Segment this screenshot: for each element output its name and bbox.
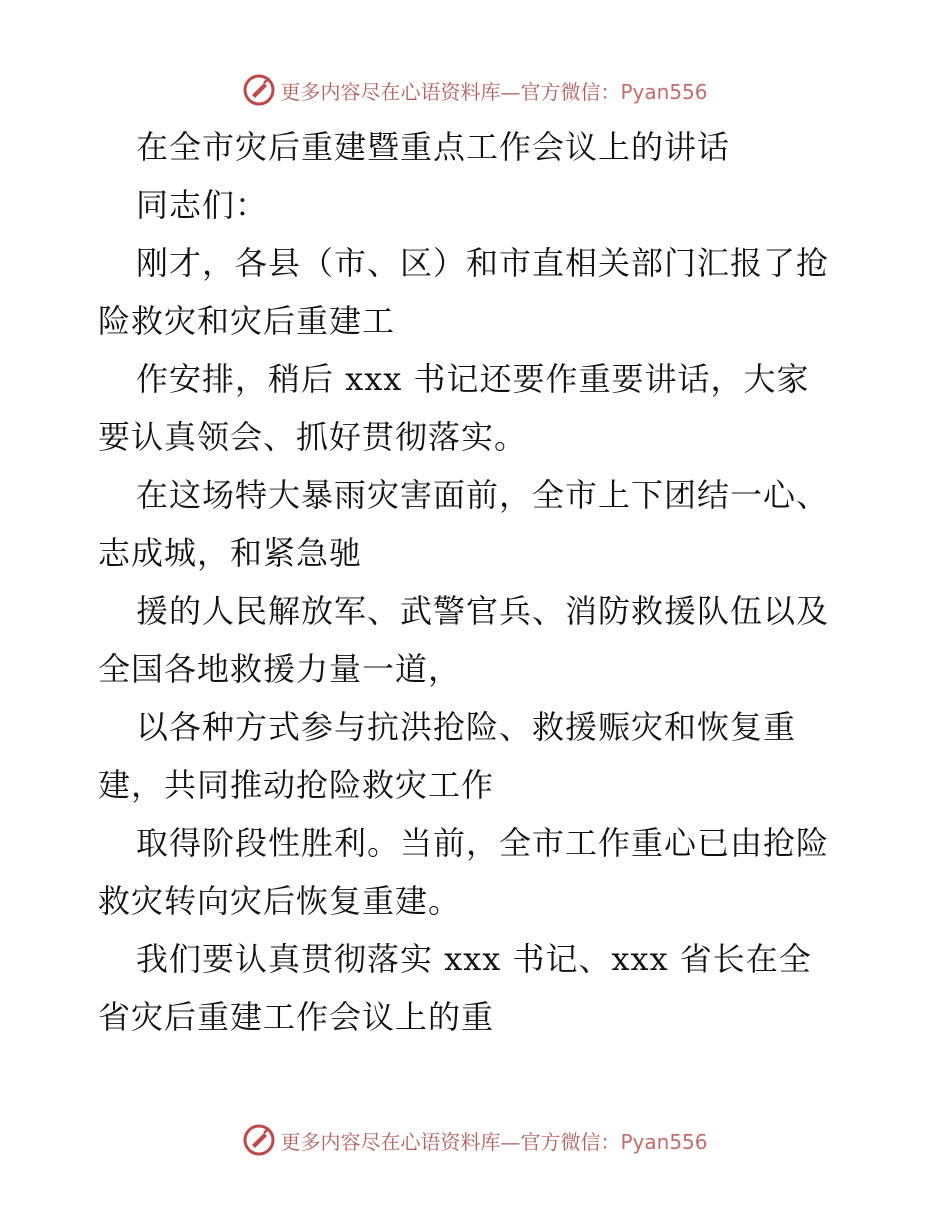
- banner-wechat-id: Pyan556: [620, 79, 708, 104]
- logo-icon: [242, 1123, 276, 1157]
- document-body: [98, 118, 858, 1046]
- text-line: 同志们：: [136, 186, 269, 224]
- logo-icon: [242, 73, 276, 107]
- text-line: 全国各地救援力量一道，: [98, 650, 462, 688]
- text-line: 在这场特大暴雨灾害面前，全市上下团结一心、: [136, 476, 830, 514]
- text-line: 要认真领会、抓好贯彻落实。: [98, 418, 528, 456]
- banner-wechat-id: Pyan556: [620, 1129, 708, 1154]
- text-line: 以各种方式参与抗洪抢险、救援赈灾和恢复重: [136, 708, 797, 746]
- text-line: 省灾后重建工作会议上的重: [98, 998, 495, 1036]
- text-line: 取得阶段性胜利。当前，全市工作重心已由抢险: [136, 824, 830, 862]
- text-line: 刚才，各县（市、区）和市直相关部门汇报了抢: [136, 244, 830, 282]
- text-line: 我们要认真贯彻落实 xxx 书记、xxx 省长在全: [136, 940, 812, 978]
- text-line: 在全市灾后重建暨重点工作会议上的讲话: [136, 128, 731, 166]
- text-line: 作安排，稍后 xxx 书记还要作重要讲话，大家: [136, 360, 810, 398]
- text-line: 援的人民解放军、武警官兵、消防救援队伍以及: [136, 592, 830, 630]
- text-line: 险救灾和灾后重建工: [98, 302, 396, 340]
- banner-text: [280, 76, 707, 105]
- banner-text: [280, 1126, 707, 1155]
- text-line: 建，共同推动抢险救灾工作: [98, 766, 495, 804]
- banner-slogan: 更多内容尽在心语资料库—官方微信：: [280, 79, 621, 104]
- text-line: 志成城，和紧急驰: [98, 534, 363, 572]
- text-line: 救灾转向灾后恢复重建。: [98, 882, 462, 920]
- header-banner: [0, 70, 950, 110]
- banner-slogan: 更多内容尽在心语资料库—官方微信：: [280, 1129, 621, 1154]
- footer-banner: [0, 1120, 950, 1160]
